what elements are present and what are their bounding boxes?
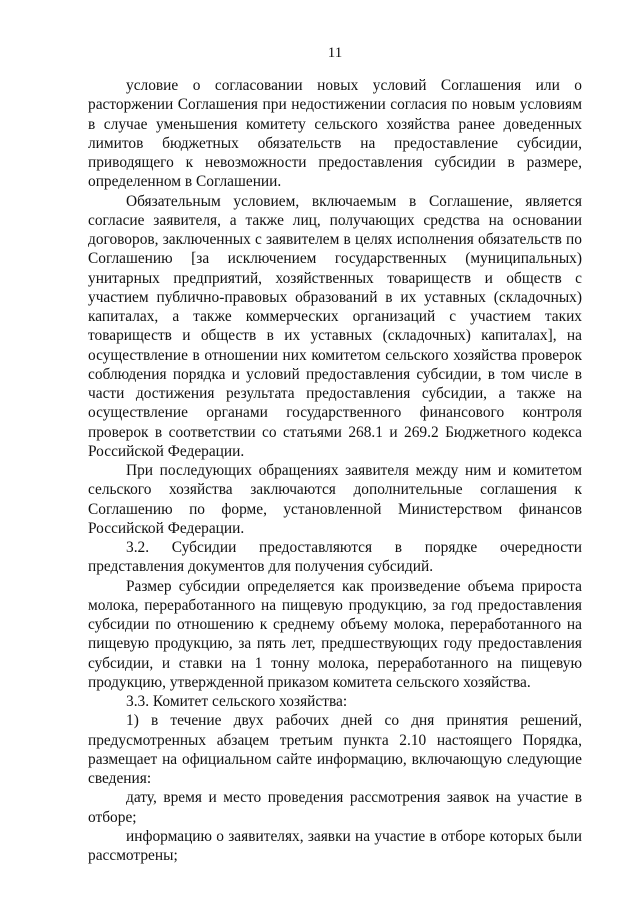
- paragraph-mandatory-condition: Обязательным условием, включаемым в Соглашение, является согласие заявителя, а также лиц, получающих средства на основании договоров, заключенных с заявителем в целях исполнения обязательств по Соглашению [за исключением государственных (муниципальных) унитарных предприятий, хозяйственных товариществ и обществ с участием публично-правовых образований в их уставных (складочных) капиталах, а также коммерческих организаций с участием таких товариществ и обществ в их уставных (складочных) капиталах], на осуществление в отношении них комитетом сельского хозяйства проверок соблюдения порядка и условий предоставления субсидии, в том числе в части достижения результата предоставления субсидии, а также на осуществление органами государственного финансового контроля проверок в соответствии со статьями 268.1 и 269.2 Бюджетного кодекса Российской Федерации.: [88, 192, 582, 460]
- paragraph-agreement-termination-condition: условие о согласовании новых условий Соглашения или о расторжении Соглашения при недостижении согласия по новым условиям в случае уменьшения комитету сельского хозяйства ранее доведенных лимитов бюджетных обязательств на предоставление субсидии, приводящего к невозможности предоставления субсидии в размере, определенном в Соглашении.: [88, 77, 582, 191]
- page-number: 11: [327, 45, 343, 61]
- paragraph-subsidy-size: Размер субсидии определяется как произведение объема прироста молока, переработанного на пищевую продукцию, за год предоставления субсидии по отношению к среднему объему молока, переработанного на пищевую продукцию, за пять лет, предшествующих году предоставления субсидии, и ставки на 1 тонну молока, переработанного на пищевую продукцию, утвержденной приказом комитета сельского хозяйства.: [88, 577, 582, 691]
- paragraph-applicants-info: информацию о заявителях, заявки на участие в отборе которых были рассмотрены;: [88, 827, 582, 864]
- paragraph-additional-agreements: При последующих обращениях заявителя между ним и комитетом сельского хозяйства заключаются дополнительные соглашения к Соглашению по форме, установленной Министерством финансов Российской Федерации.: [88, 462, 582, 537]
- paragraph-item-1: 1) в течение двух рабочих дней со дня принятия решений, предусмотренных абзацем третьим пункта 2.10 настоящего Порядка, размещает на официальном сайте информацию, включающую следующие сведения:: [88, 712, 582, 787]
- paragraph-date-time-place: дату, время и место проведения рассмотрения заявок на участие в отборе;: [88, 789, 582, 826]
- paragraph-3-3: 3.3. Комитет сельского хозяйства:: [126, 693, 348, 710]
- paragraph-3-2: 3.2. Субсидии предоставляются в порядке очередности представления документов для получения субсидий.: [88, 539, 582, 576]
